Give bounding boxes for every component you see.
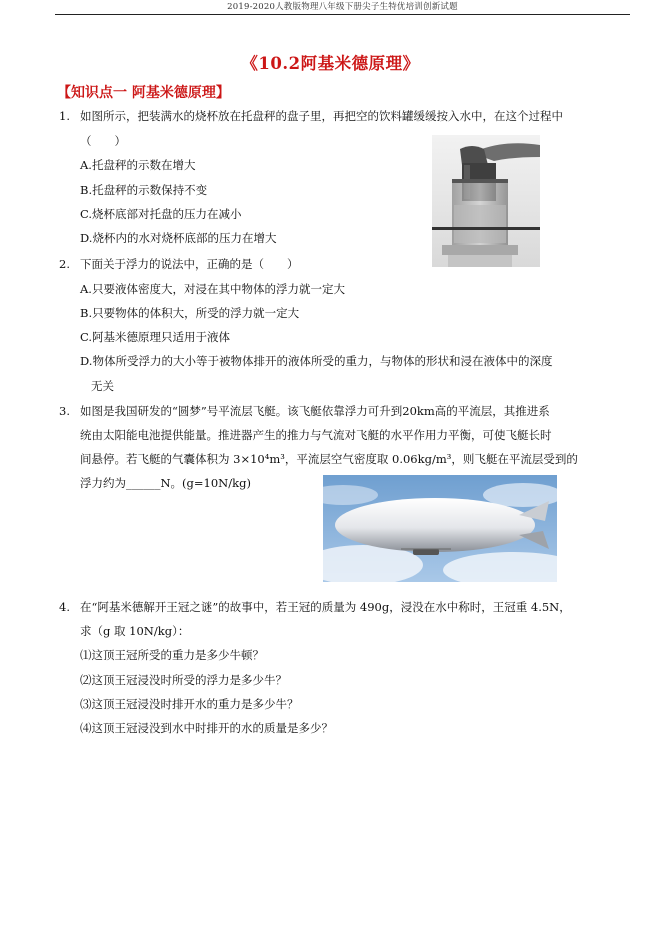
option-c: C.阿基米德原理只适用于液体 — [80, 330, 231, 344]
question-number: 4. — [59, 600, 70, 614]
sub-question-3: ⑶这顶王冠浸没时排开水的重力是多少牛？ — [80, 697, 299, 711]
question-text-line: 在“阿基米德解开王冠之谜”的故事中，若王冠的质量为 490g，浸没在水中称时，王冠重 4.5N， — [80, 600, 571, 614]
answer-blank: （ ） — [80, 134, 126, 148]
option-c: C.烧杯底部对托盘的压力在减小 — [80, 207, 242, 221]
question-text-line: 如图是我国研发的“圆梦”号平流层飞艇。该飞艇依靠浮力可升到20km高的平流层，其推进系 — [80, 404, 550, 418]
question-text-line: 间悬停。若飞艇的气囊体积为 3×10⁴m³，平流层空气密度取 0.06kg/m³，则飞艇在平流层受到的 — [80, 452, 578, 466]
question-stem: 下面关于浮力的说法中，正确的是（ ） — [80, 257, 299, 271]
option-d: D.物体所受浮力的大小等于被物体排开的液体所受的重力，与物体的形状和浸在液体中的深度 — [80, 354, 553, 368]
question-number: 3. — [59, 404, 70, 418]
option-d-continued: 无关 — [91, 379, 114, 393]
option-b: B.只要物体的体积大，所受的浮力就一定大 — [80, 306, 300, 320]
section-heading: 【知识点一 阿基米德原理】 — [57, 85, 230, 101]
beaker-scale-photo — [432, 135, 540, 267]
question-4 — [59, 599, 571, 615]
question-2 — [59, 256, 299, 272]
question-number: 1. — [59, 109, 70, 123]
question-text-line: 求（g 取 10N/kg）： — [80, 624, 190, 638]
question-number: 2. — [59, 257, 70, 271]
sub-question-1: ⑴这顶王冠所受的重力是多少牛顿？ — [80, 648, 264, 662]
question-3 — [59, 403, 550, 419]
airship-photo — [323, 475, 557, 582]
question-1 — [59, 108, 563, 124]
option-b: B.托盘秤的示数保持不变 — [80, 183, 208, 197]
option-a: A.只要液体密度大，对浸在其中物体的浮力就一定大 — [80, 282, 345, 296]
question-text-line: 浮力约为______N。(g=10N/kg) — [80, 476, 251, 490]
question-text-line: 统由太阳能电池提供能量。推进器产生的推力与气流对飞艇的水平作用力平衡，可使飞艇长时 — [80, 428, 552, 442]
document-title: 《10.2阿基米德原理》 — [241, 54, 420, 73]
question-stem: 如图所示，把装满水的烧杯放在托盘秤的盘子里，再把空的饮料罐缓缓按入水中，在这个过程中 — [80, 109, 563, 123]
option-a: A.托盘秤的示数在增大 — [80, 158, 196, 172]
option-d: D.烧杯内的水对烧杯底部的压力在增大 — [80, 231, 277, 245]
sub-question-4: ⑷这顶王冠浸没到水中时排开的水的质量是多少？ — [80, 721, 333, 735]
sub-question-2: ⑵这顶王冠浸没时所受的浮力是多少牛？ — [80, 673, 287, 687]
page-header: 2019-2020人教版物理八年级下册尖子生特优培训创新试题 — [55, 0, 630, 15]
